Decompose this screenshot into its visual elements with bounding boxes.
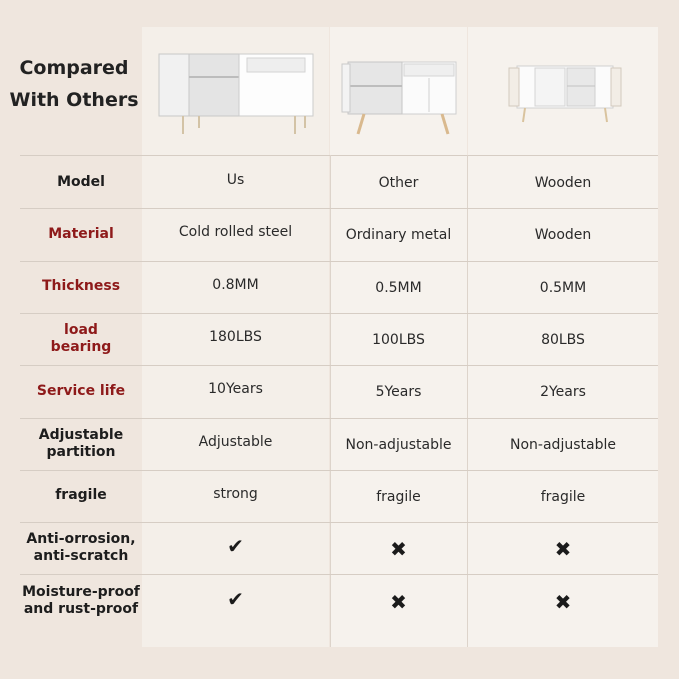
row-label-line: Model: [57, 173, 105, 190]
row-label: [20, 261, 142, 313]
cell-other: Ordinary metal: [345, 227, 452, 244]
row-label: [20, 574, 142, 626]
cross-icon: ✖: [554, 589, 572, 614]
cell-us: 180LBS: [209, 329, 262, 346]
cell-other: 0.5MM: [375, 279, 422, 296]
cell-us: 10Years: [208, 381, 263, 398]
row-label-line: Moisture-proof: [22, 583, 140, 600]
cell-wooden: fragile: [540, 488, 586, 505]
row-label: [20, 208, 142, 260]
cell-wooden: Wooden: [534, 175, 592, 192]
row-label-line: Anti-orrosion,: [26, 531, 136, 548]
row-label: [20, 365, 142, 417]
row-label: [20, 418, 142, 470]
row-label-line: partition: [46, 443, 116, 460]
cell-other: Other: [378, 175, 419, 192]
row-label: [20, 156, 142, 208]
cell-other: fragile: [376, 488, 421, 505]
row-label: [20, 522, 142, 574]
cell-wooden: Wooden: [534, 227, 592, 244]
cell-us: Us: [226, 172, 245, 189]
row-label-line: Adjustable: [38, 426, 124, 443]
cross-icon: ✖: [554, 537, 572, 562]
cell-us: Cold rolled steel: [178, 224, 293, 241]
cell-other: Non-adjustable: [345, 436, 452, 453]
title-line-1: Compared: [19, 57, 129, 79]
cell-wooden: Non-adjustable: [510, 436, 616, 453]
cell-wooden: 2Years: [540, 384, 586, 401]
white-wooden-cabinet-icon: [505, 62, 625, 128]
row-label-line: Material: [48, 225, 114, 242]
cross-icon: ✖: [390, 589, 407, 614]
cell-other: 100LBS: [372, 332, 425, 349]
cell-us: Adjustable: [198, 433, 273, 450]
page-title: [8, 52, 140, 116]
title-line-2: With Others: [9, 89, 139, 111]
cell-us: 0.8MM: [212, 276, 259, 293]
row-label-line: Service life: [36, 382, 126, 399]
row-label-line: anti-scratch: [33, 548, 129, 565]
row-label: [20, 313, 142, 365]
cross-icon: ✖: [390, 537, 407, 562]
row-label-line: fragile: [55, 487, 107, 504]
cell-wooden: 0.5MM: [539, 279, 587, 296]
cell-wooden: 80LBS: [541, 332, 585, 349]
row-label-line: load: [64, 322, 98, 339]
check-icon: ✔: [227, 586, 244, 611]
row-label-line: and rust-proof: [23, 600, 139, 617]
white-metal-cabinet-sliding-door-icon: [155, 50, 317, 140]
check-icon: ✔: [227, 534, 244, 559]
row-label: [20, 470, 142, 522]
cell-us: strong: [213, 485, 258, 502]
row-label-line: Thickness: [41, 278, 121, 295]
row-label-line: bearing: [50, 339, 112, 356]
white-metal-cabinet-two-door-icon: [340, 58, 460, 138]
cell-other: 5Years: [375, 384, 422, 401]
